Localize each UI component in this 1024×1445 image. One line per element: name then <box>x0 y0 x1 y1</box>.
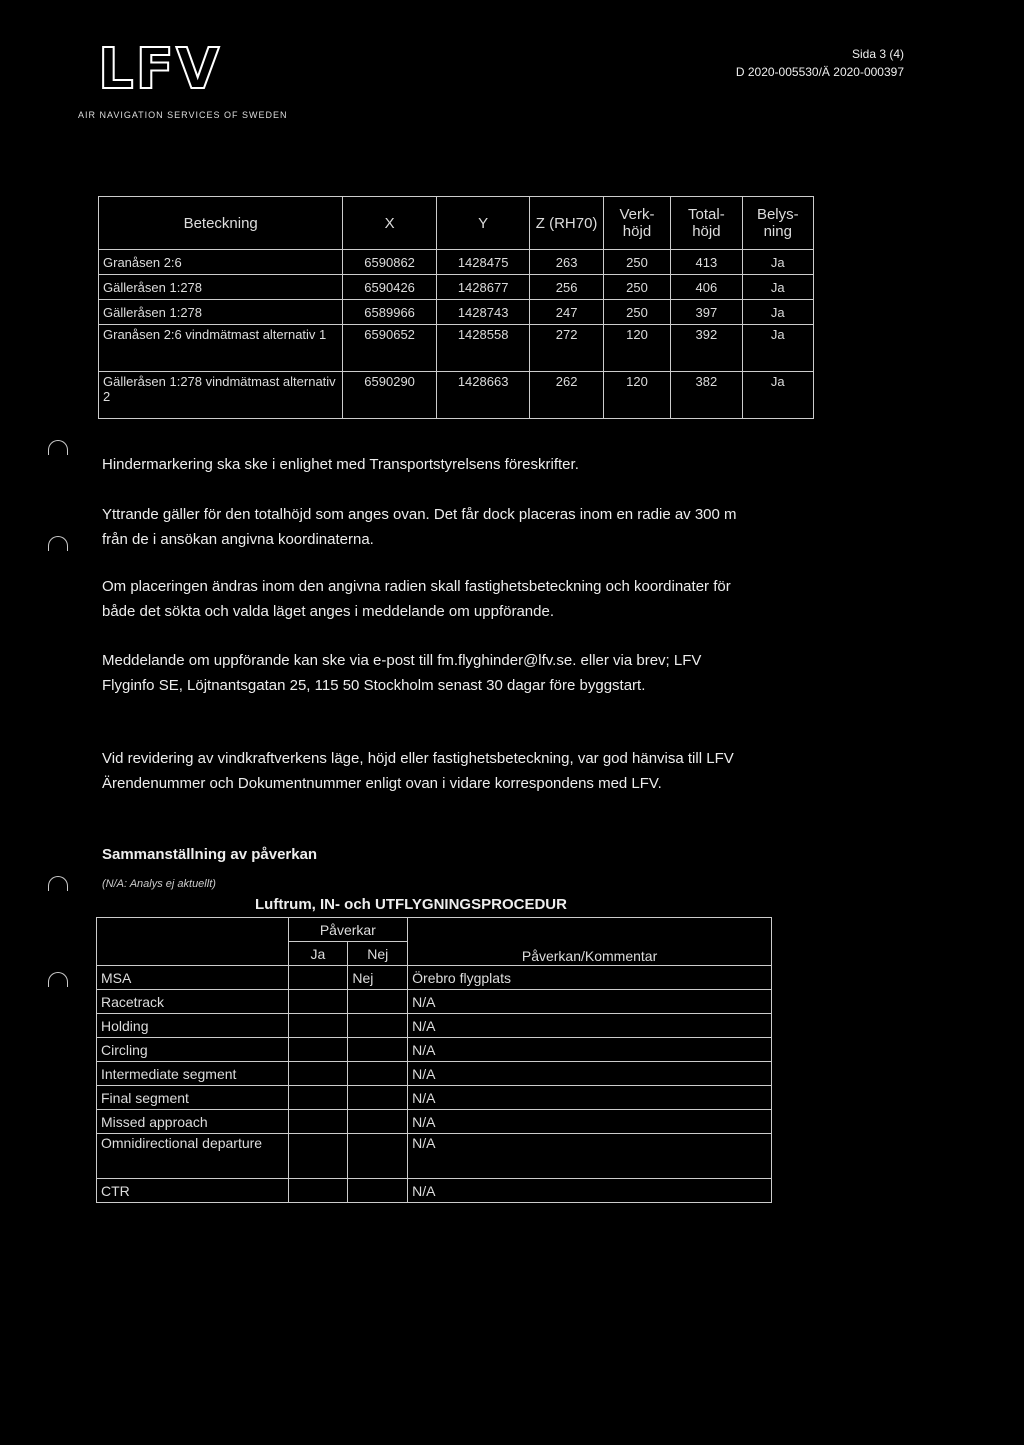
cell-comment: Örebro flygplats <box>408 966 772 990</box>
cell-belysning: Ja <box>742 250 813 275</box>
cell-procedure: Omnidirectional departure <box>97 1134 289 1179</box>
cell-no <box>348 1014 408 1038</box>
cell-y: 1428475 <box>436 250 530 275</box>
lfv-logo <box>98 37 238 102</box>
cell-yes <box>288 990 348 1014</box>
header-belysning: Belys-ning <box>742 197 813 250</box>
binder-hole-mark <box>48 536 68 551</box>
binder-hole-mark <box>48 876 68 891</box>
cell-belysning: Ja <box>742 325 813 372</box>
cell-comment: N/A <box>408 1110 772 1134</box>
cell-yes <box>288 1038 348 1062</box>
cell-yes <box>288 1110 348 1134</box>
table-row <box>99 275 814 300</box>
page-number: Sida 3 (4) <box>851 47 904 61</box>
cell-name: Gälleråsen 1:278 <box>99 300 343 325</box>
header-verkhojd: Verk-höjd <box>603 197 670 250</box>
logo-subtitle: AIR NAVIGATION SERVICES OF SWEDEN <box>78 110 288 120</box>
summary-header-row <box>97 918 772 942</box>
paragraph-height: Yttrande gäller för den totalhöjd som anges ovan. Det får dock placeras inom en radie av 300 m från de i ansökan angivna koordinaterna. <box>102 506 737 548</box>
cell-comment: N/A <box>408 1086 772 1110</box>
header-no: Nej <box>348 942 408 966</box>
cell-comment: N/A <box>408 1179 772 1203</box>
cell-no <box>348 1038 408 1062</box>
table-row <box>99 300 814 325</box>
cell-z: 256 <box>530 275 603 300</box>
table-row <box>97 1086 772 1110</box>
cell-verkhojd: 120 <box>603 372 670 419</box>
paragraph-notification: Meddelande om uppförande kan ske via e-post till fm.flyghinder@lfv.se. eller via brev; LFV Flyginfo SE, Löjtnantsgatan 25, 115 50 Stockholm senast 30 dagar före byggstart. <box>102 652 702 694</box>
table-row <box>97 1134 772 1179</box>
table-row <box>97 1014 772 1038</box>
cell-totalhojd: 392 <box>671 325 742 372</box>
paragraph-marking: Hindermarkering ska ske i enlighet med Transportstyrelsens föreskrifter. <box>102 456 579 473</box>
table-row <box>99 250 814 275</box>
cell-totalhojd: 382 <box>671 372 742 419</box>
cell-z: 247 <box>530 300 603 325</box>
table-row <box>97 1179 772 1203</box>
table-row <box>99 372 814 419</box>
cell-z: 262 <box>530 372 603 419</box>
cell-totalhojd: 397 <box>671 300 742 325</box>
header-totalhojd: Total-höjd <box>671 197 742 250</box>
cell-name: Gälleråsen 1:278 <box>99 275 343 300</box>
cell-procedure: Missed approach <box>97 1110 289 1134</box>
cell-name: Gälleråsen 1:278 vindmätmast alternativ 2 <box>99 372 343 419</box>
cell-procedure: CTR <box>97 1179 289 1203</box>
cell-comment: N/A <box>408 1038 772 1062</box>
table-row <box>97 1110 772 1134</box>
cell-no <box>348 1086 408 1110</box>
cell-procedure: Final segment <box>97 1086 289 1110</box>
header-x: X <box>343 197 437 250</box>
cell-belysning: Ja <box>742 300 813 325</box>
cell-procedure: Holding <box>97 1014 289 1038</box>
table-row <box>97 1062 772 1086</box>
cell-verkhojd: 120 <box>603 325 670 372</box>
cell-belysning: Ja <box>742 372 813 419</box>
summary-title: Sammanställning av påverkan <box>102 846 318 863</box>
cell-no <box>348 1110 408 1134</box>
cell-y: 1428663 <box>436 372 530 419</box>
logo-text: LFV <box>98 37 222 102</box>
table-row <box>99 325 814 372</box>
page-info <box>736 45 904 81</box>
header-comment: Påverkan/Kommentar <box>408 918 772 966</box>
cell-x: 6590290 <box>343 372 437 419</box>
header-y: Y <box>436 197 530 250</box>
cell-totalhojd: 413 <box>671 250 742 275</box>
cell-belysning: Ja <box>742 275 813 300</box>
cell-no <box>348 1179 408 1203</box>
cell-totalhojd: 406 <box>671 275 742 300</box>
cell-y: 1428558 <box>436 325 530 372</box>
table-row <box>97 1038 772 1062</box>
table-row <box>97 990 772 1014</box>
cell-x: 6589966 <box>343 300 437 325</box>
header-impact: Påverkar <box>288 918 408 942</box>
cell-x: 6590862 <box>343 250 437 275</box>
cell-comment: N/A <box>408 1014 772 1038</box>
cell-yes <box>288 966 348 990</box>
cell-no: Nej <box>348 966 408 990</box>
cell-no <box>348 1134 408 1179</box>
cell-comment: N/A <box>408 990 772 1014</box>
cell-yes <box>288 1062 348 1086</box>
header-z: Z (RH70) <box>530 197 603 250</box>
summary-note: (N/A: Analys ej aktuellt) <box>102 878 216 890</box>
paragraph-revision: Vid revidering av vindkraftverkens läge, höjd eller fastighetsbeteckning, var god hänvisa till LFV Ärendenummer och Dokumentnummer enligt ovan i vidare korrespondens med LFV. <box>102 750 734 792</box>
table-row <box>97 966 772 990</box>
cell-z: 272 <box>530 325 603 372</box>
cell-x: 6590652 <box>343 325 437 372</box>
obstacle-table-header <box>99 197 814 250</box>
cell-procedure: MSA <box>97 966 289 990</box>
paragraph-placement: Om placeringen ändras inom den angivna radien skall fastighetsbeteckning och koordinater för både det sökta och valda läget anges i meddelande om uppförande. <box>102 578 731 620</box>
cell-y: 1428743 <box>436 300 530 325</box>
obstacle-table <box>98 196 814 419</box>
cell-procedure: Circling <box>97 1038 289 1062</box>
cell-comment: N/A <box>408 1134 772 1179</box>
header-yes: Ja <box>288 942 348 966</box>
cell-yes <box>288 1179 348 1203</box>
cell-x: 6590426 <box>343 275 437 300</box>
cell-no <box>348 1062 408 1086</box>
binder-hole-mark <box>48 972 68 987</box>
cell-z: 263 <box>530 250 603 275</box>
cell-procedure: Racetrack <box>97 990 289 1014</box>
summary-table <box>96 917 772 1203</box>
cell-name: Granåsen 2:6 vindmätmast alternativ 1 <box>99 325 343 372</box>
cell-procedure: Intermediate segment <box>97 1062 289 1086</box>
cell-no <box>348 990 408 1014</box>
cell-comment: N/A <box>408 1062 772 1086</box>
document-number: D 2020-005530/Ä 2020-000397 <box>735 65 904 79</box>
cell-verkhojd: 250 <box>603 275 670 300</box>
cell-yes <box>288 1014 348 1038</box>
binder-hole-mark <box>48 440 68 455</box>
cell-name: Granåsen 2:6 <box>99 250 343 275</box>
cell-y: 1428677 <box>436 275 530 300</box>
header-empty <box>97 918 289 966</box>
header-beteckning: Beteckning <box>99 197 343 250</box>
summary-table-title: Luftrum, IN- och UTFLYGNINGSPROCEDUR <box>255 896 567 913</box>
cell-yes <box>288 1086 348 1110</box>
cell-verkhojd: 250 <box>603 250 670 275</box>
cell-yes <box>288 1134 348 1179</box>
cell-verkhojd: 250 <box>603 300 670 325</box>
